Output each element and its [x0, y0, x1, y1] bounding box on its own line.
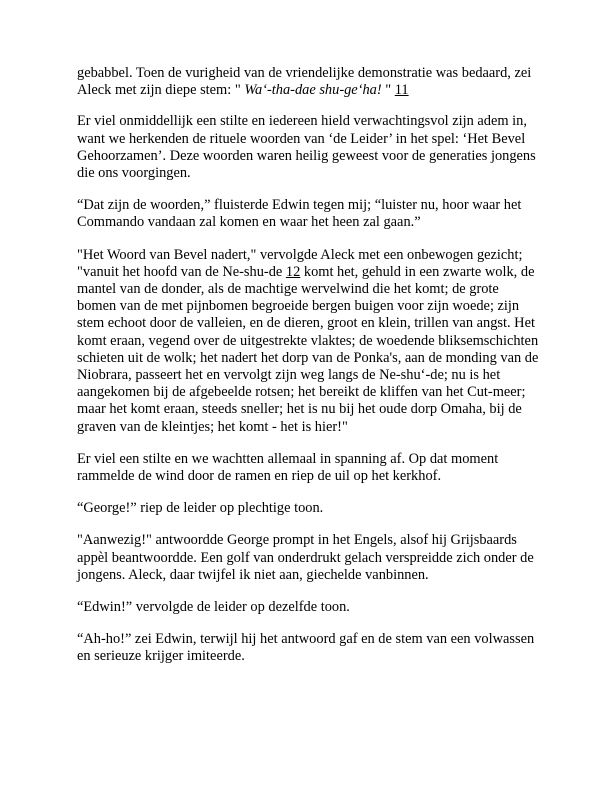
- paragraph-1: [77, 65, 539, 99]
- document-page: [77, 65, 539, 681]
- paragraph-3: “Dat zijn de woorden,” fluisterde Edwin tegen mij; “luister nu, hoor waar het Commando vandaan zal komen en waar het heen zal gaan.”: [77, 197, 522, 231]
- paragraph-1-quote-close: ": [381, 82, 395, 99]
- paragraph-4: [77, 247, 539, 436]
- paragraph-6: “George!” riep de leider op plechtige toon.: [77, 500, 324, 517]
- footnote-link-11[interactable]: 11: [394, 82, 409, 99]
- paragraph-1-text: gebabbel. Toen de vurigheid van de vriendelijke demonstratie was bedaard, zei Aleck met zijn diepe stem: ": [77, 65, 532, 99]
- footnote-link-12[interactable]: 12: [285, 263, 301, 280]
- paragraph-8: “Edwin!” vervolgde de leider op dezelfde toon.: [77, 599, 350, 616]
- paragraph-7: "Aanwezig!" antwoordde George prompt in het Engels, alsof hij Grijsbaards appèl beantwoordde. Een golf van onderdrukt gelach verspreidde zich onder de jongens. Aleck, daar twijfel ik niet aan, giechelde vanbinnen.: [77, 532, 534, 583]
- paragraph-2: Er viel onmiddellijk een stilte en iedereen hield verwachtingsvol zijn adem in, want we herkenden de rituele woorden van ‘de Leider’ in het spel: ‘Het Bevel Gehoorzamen’. Deze woorden waren heilig geweest voor de generaties jongens die ons voorgingen.: [77, 113, 536, 182]
- paragraph-5: Er viel een stilte en we wachtten allemaal in spanning af. Op dat moment rammelde de wind door de ramen en riep de uil op het kerkhof.: [77, 450, 499, 485]
- paragraph-9: “Ah-ho!” zei Edwin, terwijl hij het antwoord gaf en de stem van een volwassen en serieuze krijger imiteerde.: [77, 631, 535, 665]
- paragraph-4-text-end: komt het, gehuld in een zwarte wolk, de mantel van de donder, als de machtige wervelwind die het komt; de grote bomen van de met pijnbomen begroeide bergen buigen voor zijn woede; zijn stem echoot door de valleien, en de dieren, groot en klein, trillen van angst. Het komt eraan, vegend over de uitgestrekte vlaktes; de woedende bliksemschichten schieten uit de wolk; het nadert het dorp van de Ponka's, aan de monding van de Niobrara, passeert het en vervolgt zijn weg langs de Ne-shu‘-de; nu is het aangekomen bij de afgebeelde rotsen; het bereikt de kliffen van het Cut-meer; maar het komt eraan, steeds sneller; het is nu bij het oude dorp Omaha, bij de graven van de kleintjes; het komt - het is hier!": [77, 263, 539, 435]
- paragraph-4-text-start: "Het Woord van Bevel nadert," vervolgde Aleck met een onbewogen gezicht; "vanuit het hoofd van de Ne-shu-de: [77, 246, 523, 280]
- ritual-words-italic: Wa‘-tha-dae shu-ge‘ha!: [244, 82, 382, 99]
